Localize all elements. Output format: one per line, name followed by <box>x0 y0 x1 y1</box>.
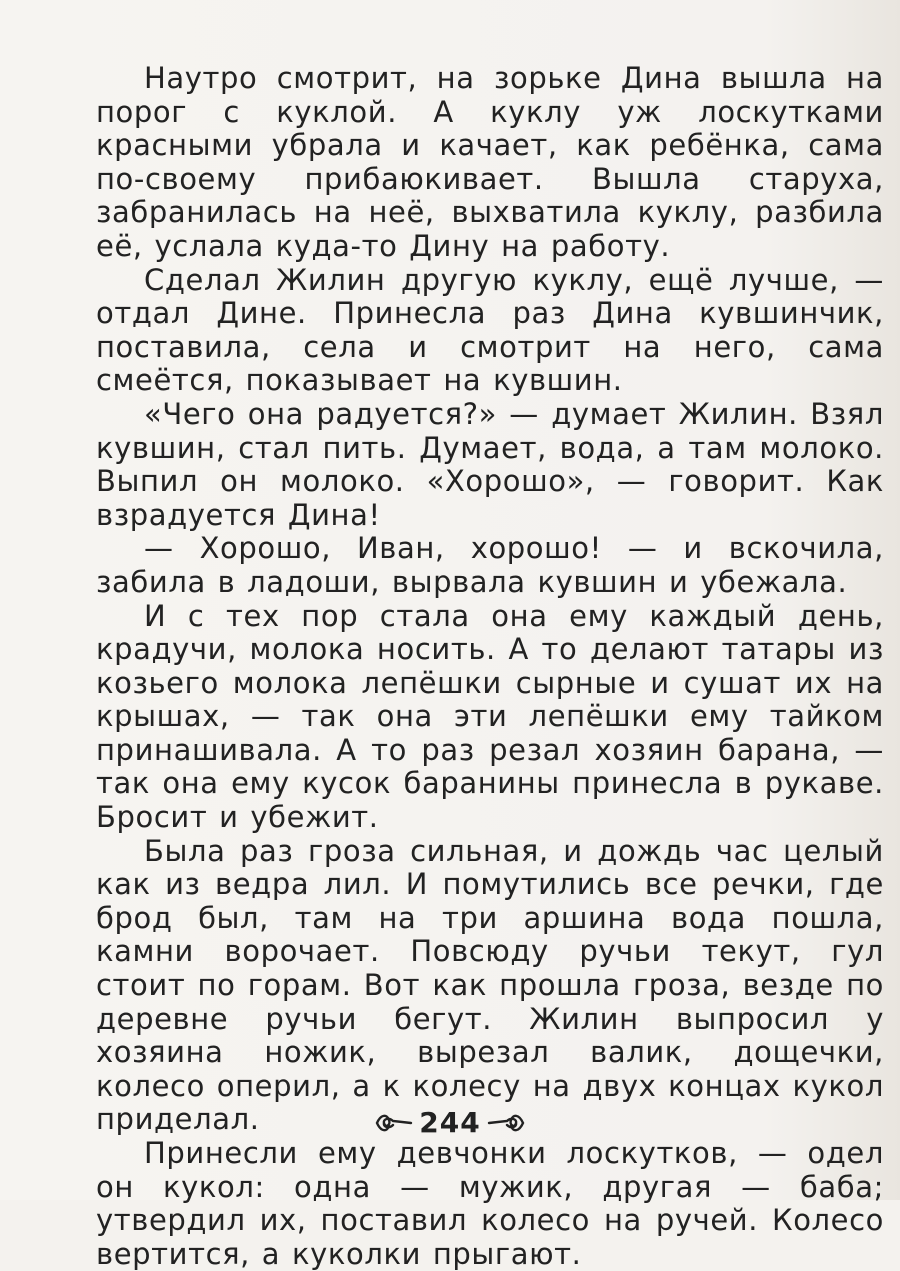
paragraph: — Хорошо, Иван, хорошо! — и вскочила, забила в ладоши, вырвала кувшин и убежала. <box>96 531 884 599</box>
paragraph: Сделал Жилин другую куклу, ещё лучше, — отдал Дине. Принесла раз Дина кувшинчик, поставила, села и смотрит на него, сама смеётся, показывает на кувшин. <box>96 262 884 398</box>
page-body-text <box>96 62 884 1271</box>
paragraph: Принесли ему девчонки лоскутков, — одел он кукол: одна — мужик, другая — баба; утвердил их, поставил колесо на ручей. Колесо вертится, а куколки прыгают. <box>96 1136 884 1271</box>
page-number: 244 <box>419 1106 481 1139</box>
right-ornament-icon <box>487 1110 525 1136</box>
paragraph: И с тех пор стала она ему каждый день, крадучи, молока носить. А то делают татары из козьего молока лепёшки сырные и сушат их на крышах, — так она эти лепёшки ему тайком принашивала. А то раз резал хозяин барана, — так она ему кусок баранины принесла в рукаве. Бросит и убежит. <box>96 598 884 835</box>
page-footer <box>0 1106 900 1139</box>
left-ornament-icon <box>375 1110 413 1136</box>
paragraph: Наутро смотрит, на зорьке Дина вышла на порог с куклой. А куклу уж лоскутками красными убрала и качает, как ребёнка, сама по-своему прибаюкивает. Вышла старуха, забранилась на неё, выхватила куклу, разбила её, услала куда-то Дину на работу. <box>96 61 884 263</box>
paragraph: Была раз гроза сильная, и дождь час целый как из ведра лил. И помутились все речки, где брод был, там на три аршина вода пошла, камни ворочает. Повсюду ручьи текут, гул стоит по горам. Вот как прошла гроза, везде по деревне ручьи бегут. Жилин выпросил у хозяина ножик, вырезал валик, дощечки, колесо оперил, а к колесу на двух концах кукол приделал. <box>96 833 884 1137</box>
paragraph: «Чего она радуется?» — думает Жилин. Взял кувшин, стал пить. Думает, вода, а там молоко. Выпил он молоко. «Хорошо», — говорит. Как взрадуется Дина! <box>96 396 884 532</box>
